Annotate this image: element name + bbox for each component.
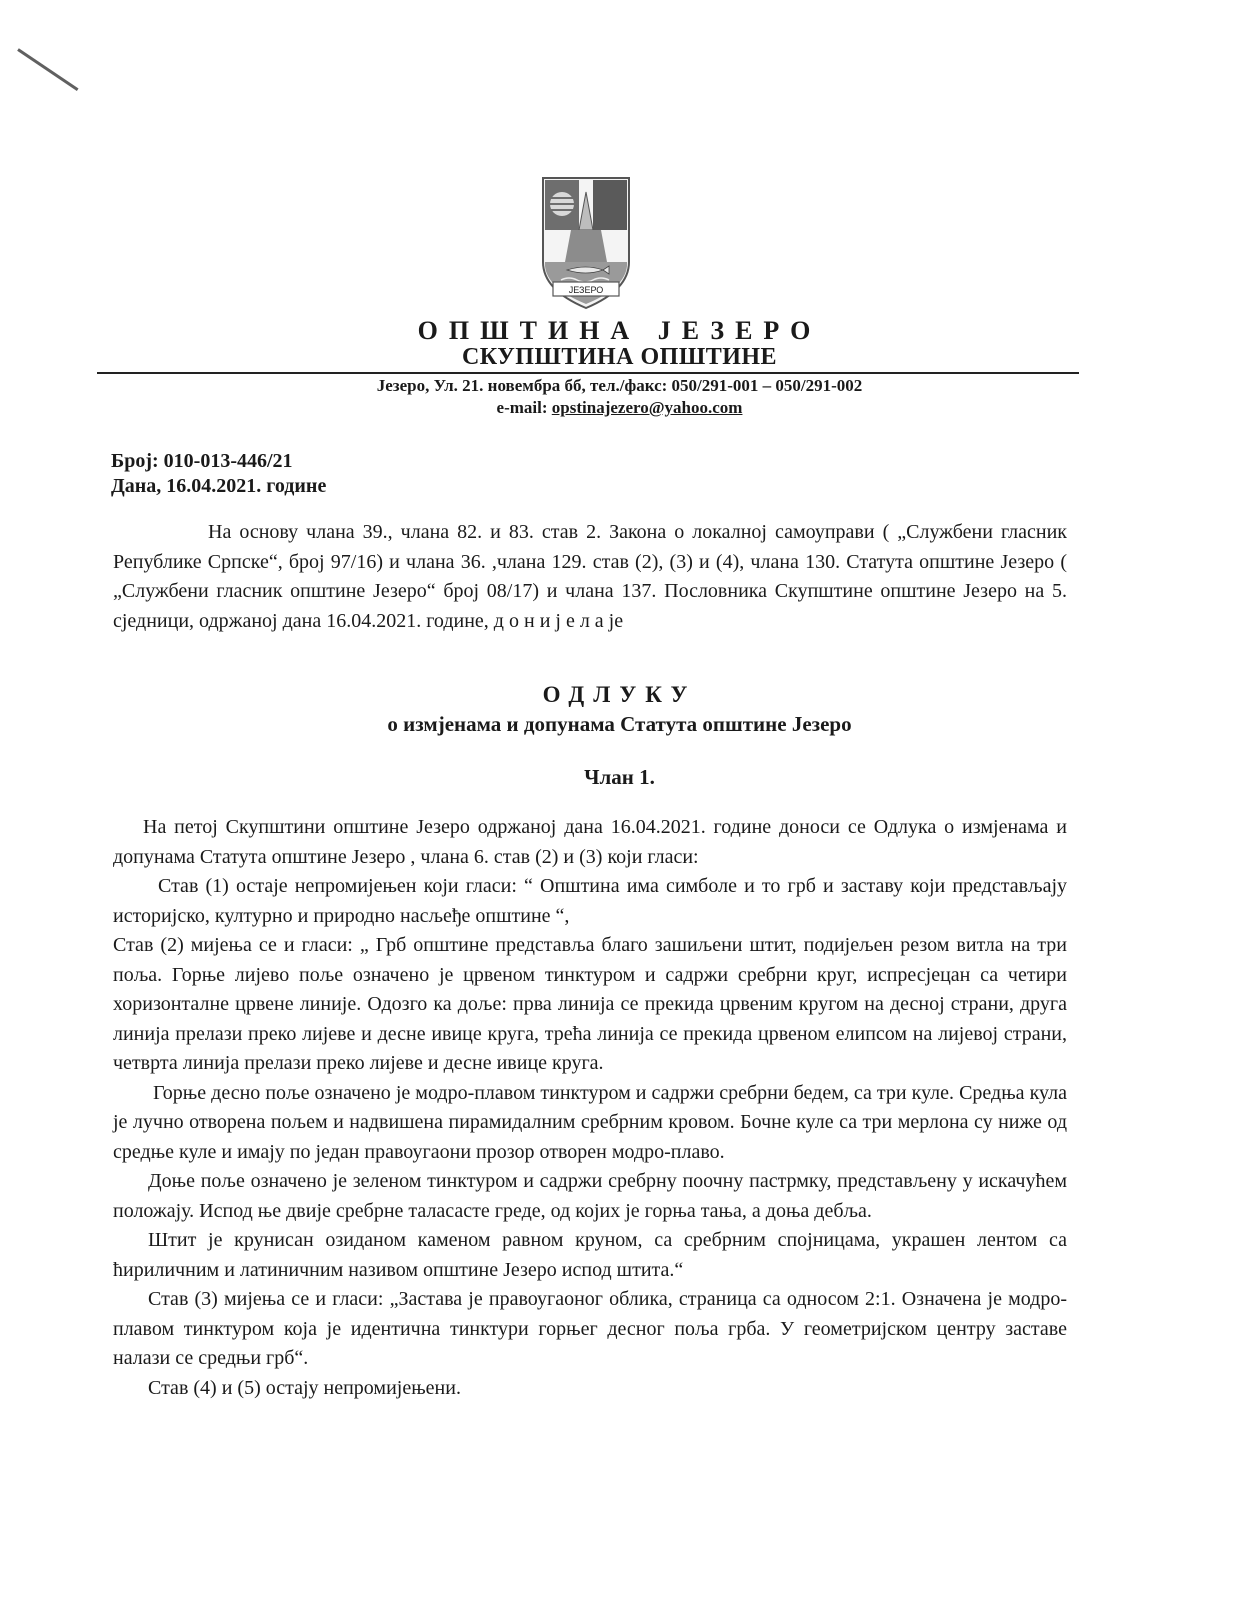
assembly-name: СКУПШТИНА ОПШТИНЕ: [461, 344, 778, 370]
preamble-paragraph: На основу члана 39., члана 82. и 83. став 2. Закона о локалној самоуправи ( „Службени гласник Републике Српске“, број 97/16) и члана 36. ,члана 129. став (2), (3) и (4), члана 130. Статута општине Језеро ( „Службени гласник општине Језеро“ број 08/17) и члана 137. Пословника Скупштине општине Језеро на 5. сједници, одржаној дана 16.04.2021. године, д о н и ј е л а је: [113, 521, 1067, 632]
article-paragraph: На петој Скупштини општине Језеро одржаној дана 16.04.2021. године доноси се Одлука о измјенама и допунама Статута општине Језеро , члана 6. став (2) и (3) који гласи:: [113, 816, 1067, 868]
email-link[interactable]: opstinajezero@yahoo.com: [551, 398, 743, 417]
document-date: Дана, 16.04.2021. године: [111, 475, 327, 497]
crest-banner-text: ЈЕЗЕРО: [568, 285, 604, 295]
document-number: Број: 010-013-446/21: [111, 450, 293, 472]
decision-title: ОДЛУКУ: [542, 682, 697, 707]
article-title: Члан 1.: [584, 765, 655, 789]
article-paragraph: Горње десно поље означено је модро-плавом тинктуром и садржи сребрни бедем, са три куле. Средња кула је лучно отворена пољем и надвишена пирамидалним сребрним кровом. Бочне куле са три мерлона су ниже од средње куле и имају по један правоугаони прозор отворен модро-плаво.: [113, 1081, 1067, 1163]
contact-address: Језеро, Ул. 21. новембра бб, тел./факс: 050/291-001 – 050/291-002: [376, 376, 863, 395]
article-paragraph: Став (3) мијења се и гласи: „Застава је правоугаоног облика, страница са односом 2:1. Означена је модро-плавом тинктуром која је идентична тинктури горњег десног поља грба. У геометријском центру заставе налази се средњи грб“.: [113, 1288, 1067, 1369]
scan-mark: [17, 48, 78, 91]
article-paragraph: Став (4) и (5) остају непромијењени.: [148, 1376, 461, 1399]
email-prefix: e-mail:: [496, 398, 552, 417]
decision-subtitle: о измјенама и допунама Статута општине Језеро: [387, 712, 852, 736]
article-paragraph: Став (2) мијења се и гласи: „ Грб општине представља благо зашиљени штит, подијељен резом витла на три поља. Горње лијево поље означено је црвеном тинктуром и садржи сребрни круг, испресјецан са четири хоризонталне црвене линије. Одозго ка доље: прва линија се прекида црвеним кругом на десној страни, друга линија прелази преко лијеве и десне ивице круга, трећа линија се прекида црвеном елипсом на лијевој страни, четврта линија прелази преко лијеве и десне ивице круга.: [113, 934, 1067, 1074]
article-body: [113, 813, 1067, 1403]
header-divider: [97, 372, 1079, 374]
contact-email-line: [0, 398, 1239, 418]
municipality-name: ОПШТИНА ЈЕЗЕРО: [417, 316, 822, 345]
article-paragraph: Став (1) остаје непромијењен који гласи: “ Општина има симболе и то грб и заставу који представљају историјско, културно и природно насљеђе општине “,: [113, 875, 1067, 927]
article-paragraph: Штит је крунисан озиданом каменом равном круном, са сребрним спојницама, украшен лентом са ћириличним и латиничним називом општине Језеро испод штита.“: [113, 1229, 1067, 1281]
municipality-crest-icon: [531, 170, 641, 315]
article-paragraph: Доње поље означено је зеленом тинктуром и садржи сребрну поочну пастрмку, представљену у искачућем положају. Испод ње двије сребрне таласасте греде, од којих је горња тања, а доња дебља.: [113, 1170, 1067, 1222]
